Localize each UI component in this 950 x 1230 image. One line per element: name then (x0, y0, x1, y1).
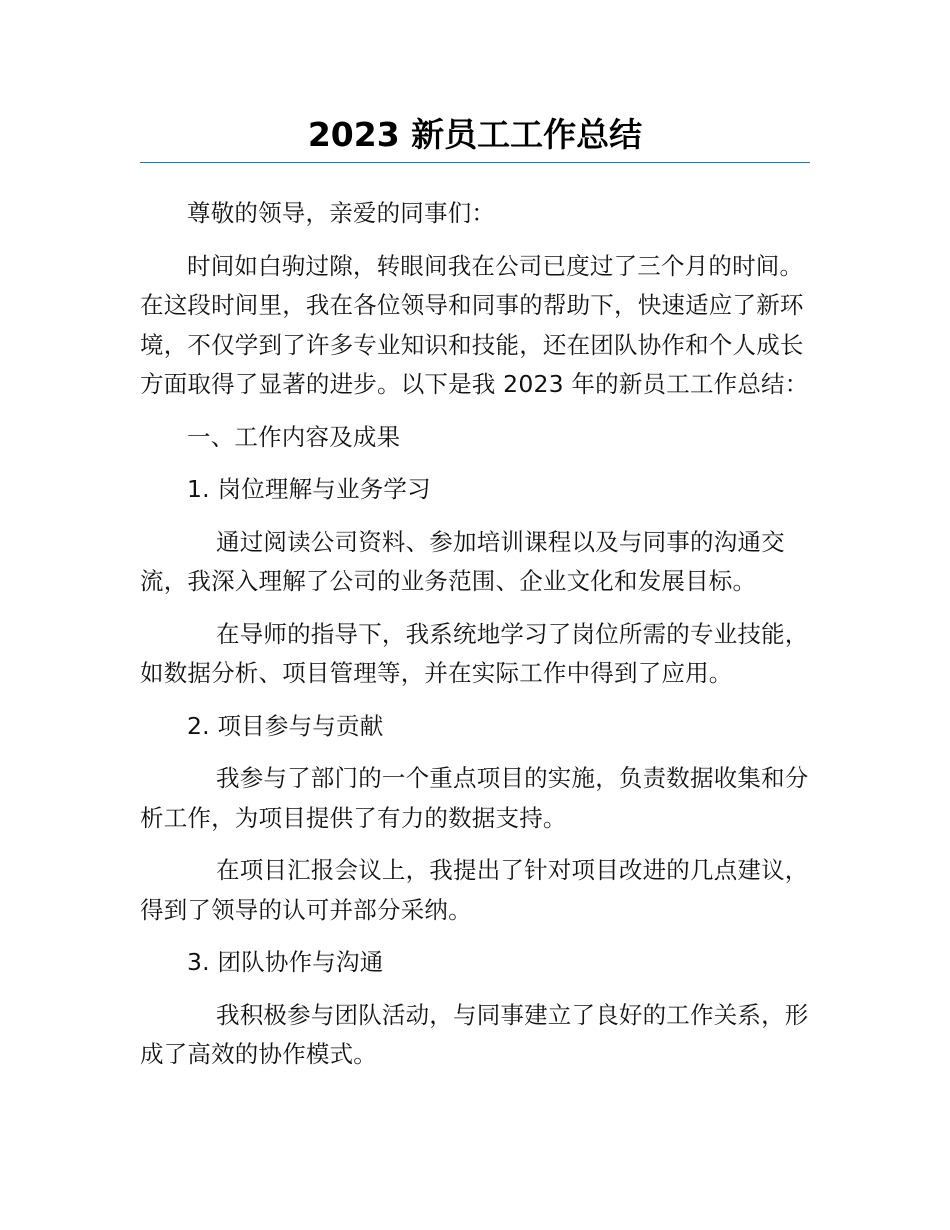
paragraph-project-implementation: 我参与了部门的一个重点项目的实施，负责数据收集和分析工作，为项目提供了有力的数据支持。 (140, 764, 809, 832)
paragraph-skill-learning: 在导师的指导下，我系统地学习了岗位所需的专业技能，如数据分析、项目管理等，并在实际工作中得到了应用。 (140, 619, 809, 687)
paragraph-business-learning: 通过阅读公司资料、参加培训课程以及与同事的沟通交流，我深入理解了公司的业务范围、企业文化和发展目标。 (140, 527, 785, 595)
subheading-project-participation: 2. 项目参与与贡献 (187, 711, 384, 740)
intro-paragraph: 时间如白驹过隙，转眼间我在公司已度过了三个月的时间。在这段时间里，我在各位领导和同事的帮助下，快速适应了新环境，不仅学到了许多专业知识和技能，还在团队协作和个人成长方面取得了显著的进步。以下是我 2023 年的新员工工作总结： (140, 251, 809, 398)
document-title: 2023 新员工工作总结 (307, 115, 643, 154)
subheading-job-understanding: 1. 岗位理解与业务学习 (187, 475, 431, 503)
paragraph-project-suggestions: 在项目汇报会议上，我提出了针对项目改进的几点建议，得到了领导的认可并部分采纳。 (140, 856, 809, 924)
paragraph-team-activities: 我积极参与团队活动，与同事建立了良好的工作关系，形成了高效的协作模式。 (140, 1000, 809, 1068)
document-body (140, 194, 812, 1088)
subheading-teamwork: 3. 团队协作与沟通 (187, 948, 384, 976)
title-divider (140, 162, 810, 163)
section-heading-work-content: 一、工作内容及成果 (187, 422, 401, 451)
salutation: 尊敬的领导，亲爱的同事们： (187, 199, 496, 227)
